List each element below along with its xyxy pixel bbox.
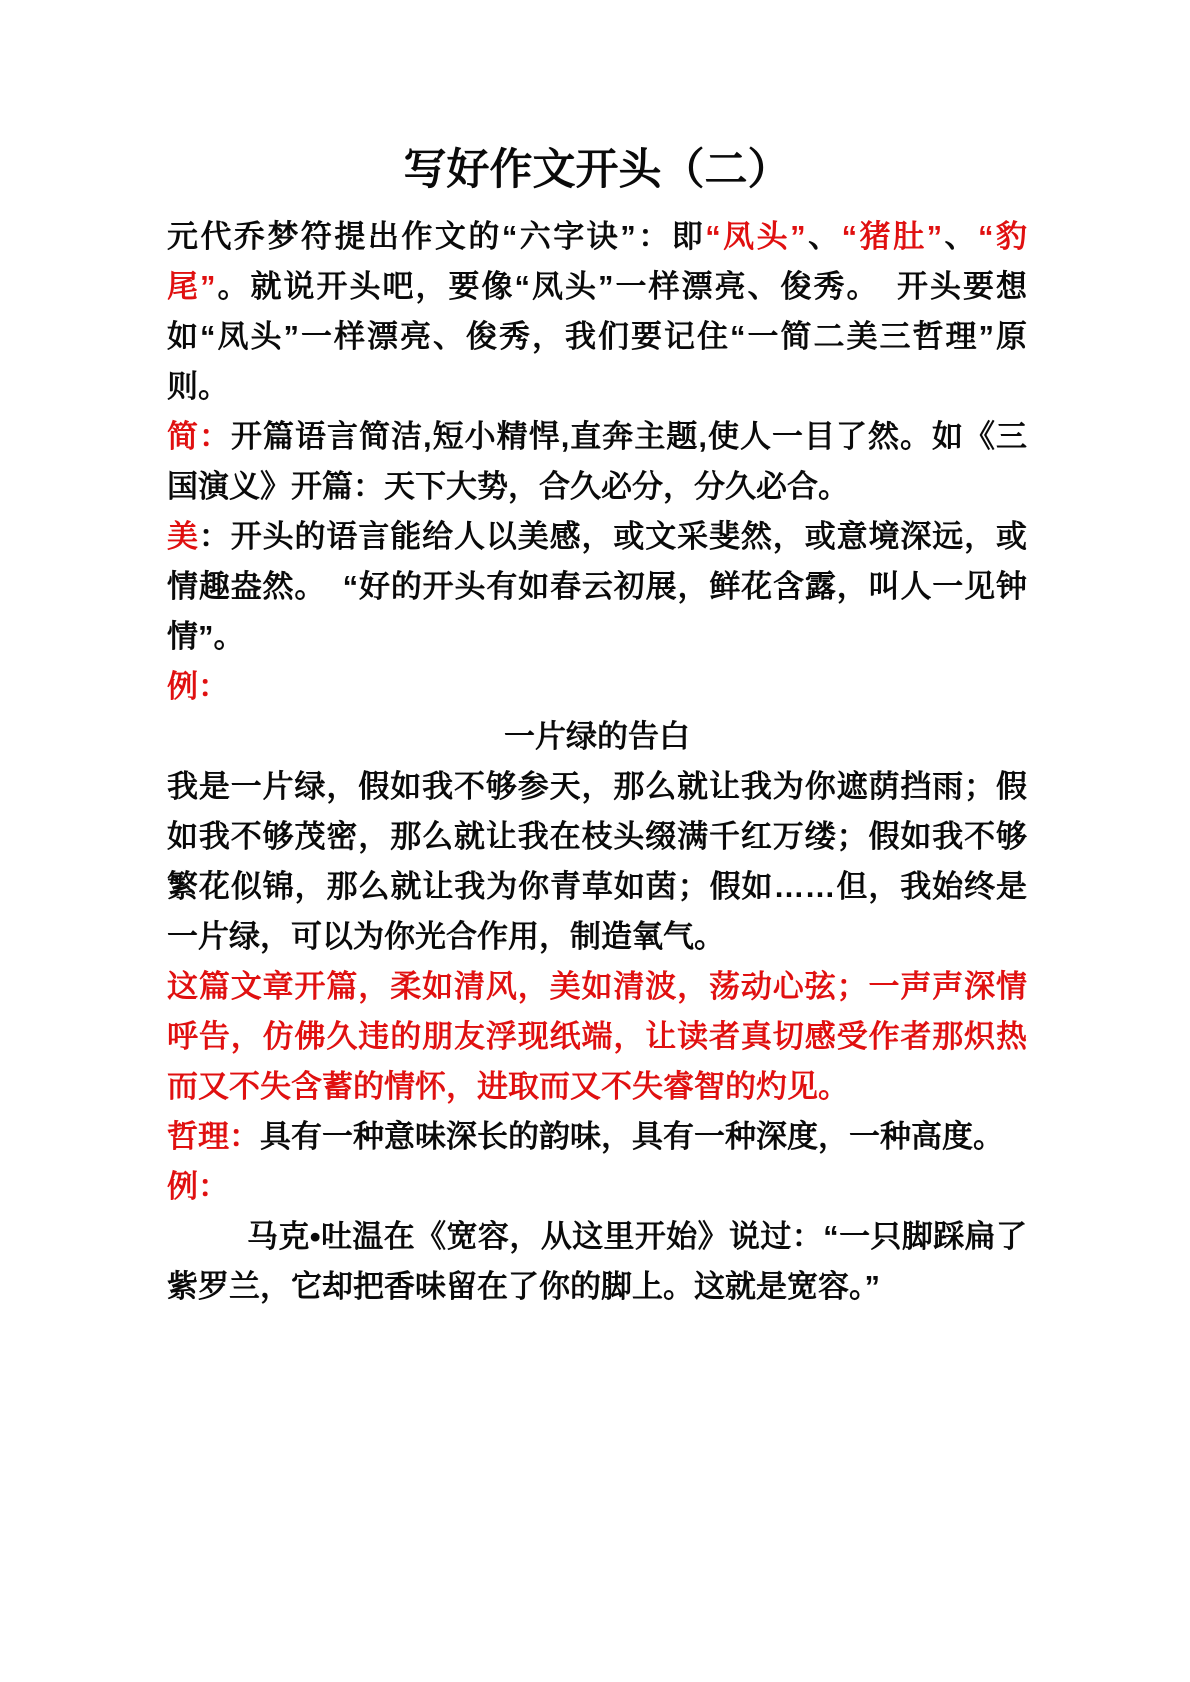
- punctuation-separator: 、: [805, 219, 842, 254]
- paragraph-mei-principle: [167, 512, 1027, 662]
- punctuation-separator: 、: [942, 219, 979, 254]
- term-zhudu: “猪肚”: [841, 219, 943, 254]
- label-jian: 简：: [167, 419, 232, 454]
- paragraph-commentary: 这篇文章开篇，柔如清风，美如清波，荡动心弦；一声声深情呼告，仿佛久违的朋友浮现纸端，让读者真切感受作者那炽热而又不失含蓄的情怀，进取而又不失睿智的灼见。: [167, 969, 1027, 1104]
- paragraph-mark-twain-quote: 马克•吐温在《宽容，从这里开始》说过：“一只脚踩扁了紫罗兰，它却把香味留在了你的脚上。这就是宽容。”: [167, 1219, 1027, 1304]
- label-mei: 美: [167, 519, 199, 554]
- text-segment: 具有一种意味深长的韵味，具有一种深度，一种高度。: [260, 1119, 1004, 1154]
- page-title: 写好作文开头（二）: [403, 146, 791, 194]
- text-segment: 。就说开头吧，要像“凤头”一样漂亮、俊秀。 开头要想如“凤头”一样漂亮、俊秀，我们要记住“一简二美三哲理”原则。: [167, 269, 1027, 404]
- paragraph-six-word-formula: [167, 212, 1027, 412]
- paragraph-zheli-principle: [167, 1112, 1027, 1162]
- label-example-2: 例：: [167, 1169, 229, 1204]
- text-segment: ：开头的语言能给人以美感，或文采斐然，或意境深远，或情趣盎然。 “好的开头有如春云初展，鲜花含露，叫人一见钟情”。: [167, 519, 1028, 654]
- paragraph-essay-body: 我是一片绿，假如我不够参天，那么就让我为你遮荫挡雨；假如我不够茂密，那么就让我在枝头缀满千红万缕；假如我不够繁花似锦，那么就让我为你青草如茵；假如……但，我始终是一片绿，可以为你光合作用，制造氧气。: [167, 769, 1027, 954]
- text-segment: 开篇语言简洁,短小精悍,直奔主题,使人一目了然。如《三国演义》开篇：天下大势，合久必分，分久必合。: [167, 419, 1027, 504]
- label-example-1: 例：: [167, 669, 229, 704]
- text-segment: 元代乔梦符提出作文的“六字诀”：即: [167, 219, 706, 254]
- paragraph-jian-principle: [167, 412, 1027, 512]
- document-page: [167, 142, 1027, 1312]
- term-baowei: “豹尾”: [167, 219, 1028, 304]
- label-zheli: 哲理：: [167, 1119, 260, 1154]
- term-fengtou: “凤头”: [705, 219, 806, 254]
- example-essay-title: 一片绿的告白: [504, 719, 690, 754]
